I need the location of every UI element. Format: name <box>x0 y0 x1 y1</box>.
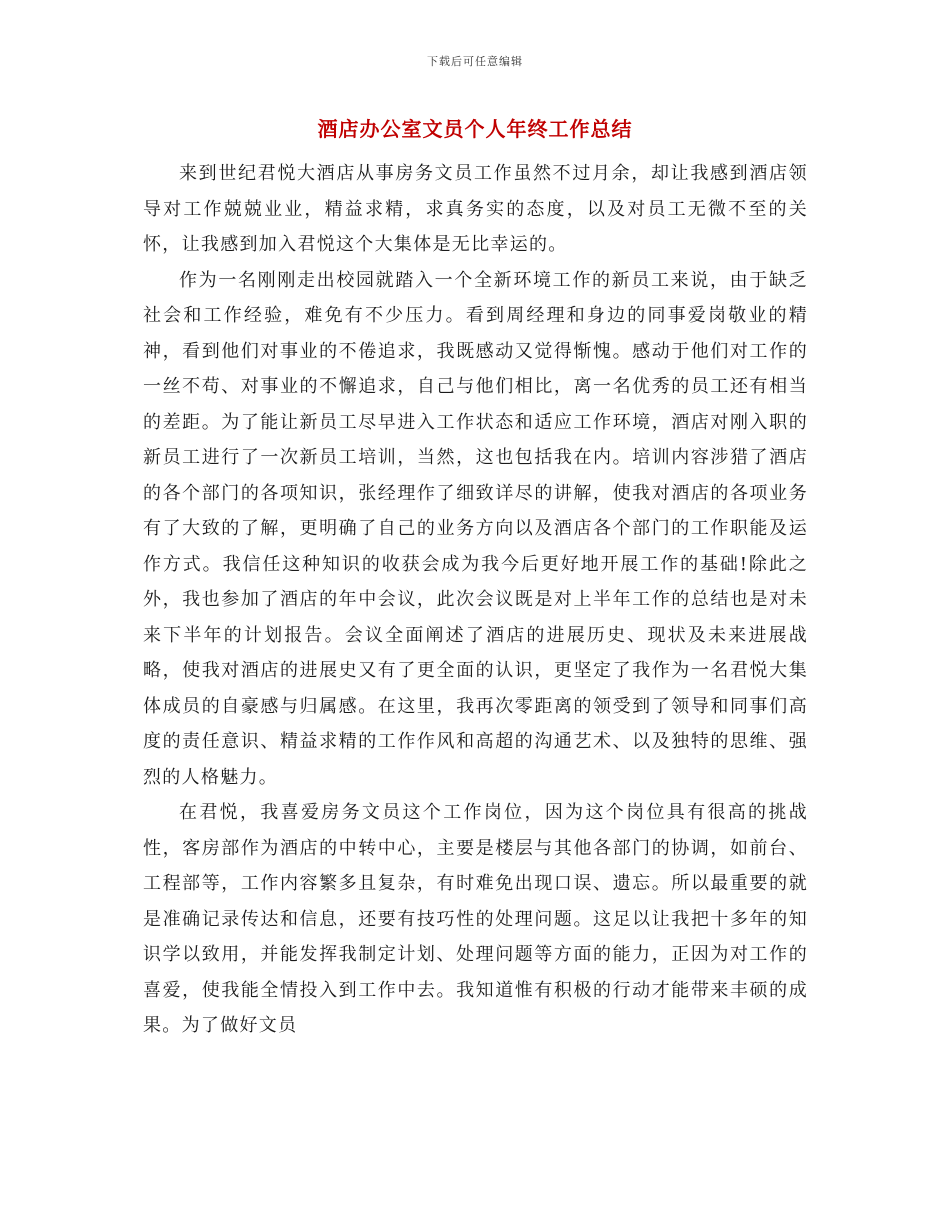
paragraph-1: 来到世纪君悦大酒店从事房务文员工作虽然不过月余，却让我感到酒店领导对工作兢兢业业，精益求精，求真务实的态度，以及对员工无微不至的关怀，让我感到加入君悦这个大集体是无比幸运的。 <box>143 163 808 255</box>
download-note: 下载后可任意编辑 <box>427 55 523 68</box>
paragraph-3: 在君悦，我喜爱房务文员这个工作岗位，因为这个岗位具有很高的挑战性，客房部作为酒店的中转中心，主要是楼层与其他各部门的协调，如前台、工程部等，工作内容繁多且复杂，有时难免出现口误、遗忘。所以最重要的就是准确记录传达和信息，还要有技巧性的处理问题。这足以让我把十多年的知识学以致用，并能发挥我制定计划、处理问题等方面的能力，正因为对工作的喜爱，使我能全情投入到工作中去。我知道惟有积极的行动才能带来丰硕的成果。为了做好文员 <box>143 802 808 1036</box>
document-title: 酒店办公室文员个人年终工作总结 <box>317 117 633 141</box>
paragraph-2: 作为一名刚刚走出校园就踏入一个全新环境工作的新员工来说，由于缺乏社会和工作经验，难免有不少压力。看到周经理和身边的同事爱岗敬业的精神，看到他们对事业的不倦追求，我既感动又觉得惭愧。感动于他们对工作的一丝不苟、对事业的不懈追求，自己与他们相比，离一名优秀的员工还有相当的差距。为了能让新员工尽早进入工作状态和适应工作环境，酒店对刚入职的新员工进行了一次新员工培训，当然，这也包括我在内。培训内容涉猎了酒店的各个部门的各项知识，张经理作了细致详尽的讲解，使我对酒店的各项业务有了大致的了解，更明确了自己的业务方向以及酒店各个部门的工作职能及运作方式。我信任这种知识的收获会成为我今后更好地开展工作的基础!除此之外，我也参加了酒店的年中会议，此次会议既是对上半年工作的总结也是对未来下半年的计划报告。会议全面阐述了酒店的进展历史、现状及未来进展战略，使我对酒店的进展史又有了更全面的认识，更坚定了我作为一名君悦大集体成员的自豪感与归属感。在这里，我再次零距离的领受到了领导和同事们高度的责任意识、精益求精的工作作风和高超的沟通艺术、以及独特的思维、强烈的人格魅力。 <box>143 269 808 788</box>
document-body <box>143 156 808 1044</box>
